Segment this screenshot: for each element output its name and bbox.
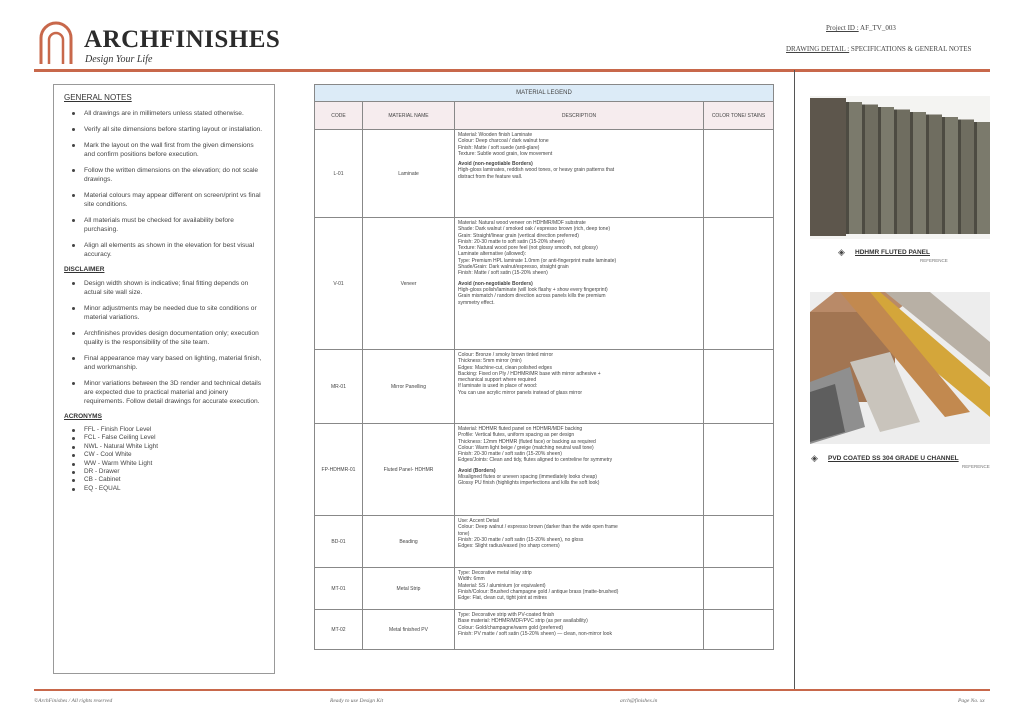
color-swatch-cell xyxy=(704,516,774,568)
description-line: Finish: 20-30 matte to soft satin (15-20% sheen) xyxy=(458,238,565,245)
description-line: Width: 6mm xyxy=(458,576,485,583)
brand-tagline: Design Your Life xyxy=(85,54,153,65)
description-line: Colour: Deep charcoal / dark walnut tone xyxy=(458,138,549,145)
color-swatch-cell xyxy=(704,424,774,516)
material-code-cell: MT-01 xyxy=(315,568,363,610)
brand-name: ARCHFINISHES xyxy=(84,26,281,53)
material-description-cell xyxy=(455,610,704,650)
material-description-cell xyxy=(455,424,704,516)
disclaimer-item: Minor adjustments may be needed due to site conditions or material variations. xyxy=(64,304,264,322)
description-line: Texture: Subtle wood grain, low movement xyxy=(458,150,553,157)
material-name-cell: Veneer xyxy=(363,218,455,350)
fluted-panel-image xyxy=(810,96,990,239)
material-code-cell: MT-02 xyxy=(315,610,363,650)
column-divider xyxy=(794,70,795,690)
table-row xyxy=(315,516,774,568)
description-line: Material: HDHMR fluted panel on HDHMR/MDF backing xyxy=(458,426,583,432)
footer-copyright: ©ArchFinishes / All rights reserved xyxy=(34,698,113,704)
material-name-cell: Beading xyxy=(363,516,455,568)
acronym-item: DR - Drawer xyxy=(64,468,264,476)
acronym-item: EQ - EQUAL xyxy=(64,485,264,493)
column-header-material-name: MATERIAL NAME xyxy=(363,102,455,130)
color-swatch-cell xyxy=(704,610,774,650)
material-name-cell: Metal Strip xyxy=(363,568,455,610)
material-name-cell: Fluted Panel- HDHMR xyxy=(363,424,455,516)
acronym-item: NWL - Natural White Light xyxy=(64,443,264,451)
avoid-line: Grain mismatch / random direction across panels kills the premium xyxy=(458,293,606,300)
flute-groove xyxy=(942,117,945,234)
archfinishes-logo-icon xyxy=(38,20,74,64)
avoid-heading: Avoid (non-negotiable Borders) xyxy=(458,280,533,287)
description-line: Edge: Flat, clean cut, tight joint at mitres xyxy=(458,595,547,602)
table-row xyxy=(315,610,774,650)
general-notes-title: GENERAL NOTES xyxy=(64,93,132,102)
description-line: Thickness: 12mm HDHMR (fluted face) or backing as required xyxy=(458,438,596,445)
description-line: Texture: Natural wood pore feel (not glossy smooth, not glossy) xyxy=(458,245,598,252)
description-line: Finish: Matte / soft suede (anti-glare) xyxy=(458,144,540,151)
description-line: Colour: Gold/champagne/warm gold (preferred) xyxy=(458,624,564,631)
description-line: Material: Natural wood veneer on HDHMR/MDF substrate xyxy=(458,220,586,226)
avoid-line: symmetry effect. xyxy=(458,299,495,306)
fluted-panel-caption: HDHMR FLUTED PANEL xyxy=(855,249,930,256)
avoid-line: High-gloss laminates, reddish wood tones, or heavy grain patterns that xyxy=(458,167,615,174)
avoid-heading: Avoid (Borders) xyxy=(458,467,496,474)
description-line: Edges: Slight radius/eased (no sharp corners) xyxy=(458,543,560,550)
description-line: If laminate is used in place of wood: xyxy=(458,383,538,390)
drawing-detail xyxy=(786,44,976,54)
description-line: You can use acrylic mirror panels instead of glass mirror xyxy=(458,389,583,396)
u-channel-subcaption: REFERENCE xyxy=(962,464,990,469)
description-line: Colour: Warm light beige / greige (matching neutral wall tone) xyxy=(458,444,594,451)
description-line: Use: Accent Detail xyxy=(458,518,499,524)
material-name-cell: Mirror Panelling xyxy=(363,350,455,424)
flute-groove xyxy=(894,110,897,235)
color-swatch-cell xyxy=(704,568,774,610)
description-line: Backing: Fixed on Ply / HDHMR/MR base with mirror adhesive + xyxy=(458,370,601,377)
disclaimer-item: Minor variations between the 3D render and technical details are expected due to practical material and joinery requirements. Follow detail drawings for accurate execution. xyxy=(64,379,264,406)
drawing-detail-label: DRAWING DETAIL : xyxy=(786,45,850,53)
general-note-item: All materials must be checked for availability before purchasing. xyxy=(64,216,264,234)
description-line: Material: SS / aluminium (or equivalent) xyxy=(458,582,546,589)
description-line: Type: Premium HPL laminate 1.0mm (or anti-fingerprint matte laminate) xyxy=(458,257,617,264)
description-line: Finish: PV matte / soft satin (15-20% sheen) — clean, non-mirror look xyxy=(458,630,612,637)
material-description-cell xyxy=(455,568,704,610)
material-description-cell xyxy=(455,130,704,218)
project-id xyxy=(826,24,896,32)
material-legend-title: MATERIAL LEGEND xyxy=(315,85,774,102)
acronym-item: FCL - False Ceiling Level xyxy=(64,434,264,442)
flute-groove xyxy=(958,120,961,235)
material-name-cell: Metal finished PV xyxy=(363,610,455,650)
description-line: Grain: Straight/linear grain (vertical direction preferred) xyxy=(458,232,579,239)
diamond-marker-icon: ◈ xyxy=(838,247,845,257)
table-row xyxy=(315,130,774,218)
flute-groove xyxy=(878,107,881,234)
flute-groove xyxy=(926,115,929,235)
footer-kit-label: Ready to use Design Kit xyxy=(330,698,384,704)
material-description-cell xyxy=(455,516,704,568)
material-code-cell: FP-HDHMR-01 xyxy=(315,424,363,516)
disclaimer-item: Final appearance may vary based on lighting, material finish, and workmanship. xyxy=(64,354,264,372)
description-line: Profile: Vertical flutes, uniform spacing as per design xyxy=(458,432,575,439)
column-header-description: DESCRIPTION xyxy=(455,102,704,130)
general-note-item: Mark the layout on the wall first from the given dimensions and confirm positions before execution. xyxy=(64,141,264,159)
description-line: Shade: Dark walnut / smoked oak / espresso brown (rich, deep tone) xyxy=(458,226,611,233)
material-code-cell: V-01 xyxy=(315,218,363,350)
u-channel-image xyxy=(810,292,990,444)
description-line: Base material: HDHMR/MDF/PVC strip (as per availability) xyxy=(458,618,588,625)
acronym-item: WW - Warm White Light xyxy=(64,460,264,468)
description-line: Laminate alternative (allowed): xyxy=(458,251,527,258)
color-swatch-cell xyxy=(704,130,774,218)
description-line: Colour: Deep walnut / espresso brown (darker than the wide open frame xyxy=(458,524,618,531)
material-description-cell xyxy=(455,218,704,350)
diamond-marker-icon: ◈ xyxy=(811,453,818,463)
description-line: Type: Decorative metal inlay strip xyxy=(458,570,532,576)
general-note-item: Align all elements as shown in the elevation for best visual accuracy. xyxy=(64,241,264,259)
table-row xyxy=(315,568,774,610)
table-row xyxy=(315,218,774,350)
general-notes-list xyxy=(64,109,264,259)
acronyms-title: ACRONYMS xyxy=(64,413,102,420)
avoid-line: distract from the feature wall. xyxy=(458,173,523,180)
description-line: Colour: Bronze / smoky brown tinted mirror xyxy=(458,352,554,358)
material-legend xyxy=(314,84,773,649)
general-note-item: Follow the written dimensions on the elevation; do not scale drawings. xyxy=(64,166,264,184)
avoid-line: High-gloss polish/laminate (will look flashy + show every fingerprint) xyxy=(458,286,608,293)
description-line: Finish/Colour: Brushed champagne gold / antique brass (matte-brushed) xyxy=(458,588,619,595)
flute-groove xyxy=(862,105,865,235)
footer-divider xyxy=(34,689,990,691)
disclaimer-title: DISCLAIMER xyxy=(64,266,105,273)
material-legend-table xyxy=(314,84,774,650)
general-note-item: Material colours may appear different on screen/print vs final site conditions. xyxy=(64,191,264,209)
flute-groove xyxy=(974,122,977,234)
material-legend-body xyxy=(315,130,774,650)
avoid-line: Glossy PU finish (highlights imperfections and kills the soft look) xyxy=(458,480,600,487)
description-line: Finish: 20-30 matte / soft satin (15-20% sheen), no gloss xyxy=(458,536,584,543)
general-note-item: All drawings are in millimeters unless stated otherwise. xyxy=(64,109,264,118)
avoid-line: Misaligned flutes or uneven spacing (immediately looks cheap) xyxy=(458,474,597,481)
project-id-value: AF_TV_003 xyxy=(860,24,896,32)
material-code-cell: BD-01 xyxy=(315,516,363,568)
header-divider xyxy=(34,69,990,72)
material-name-cell: Laminate xyxy=(363,130,455,218)
table-row xyxy=(315,350,774,424)
disclaimer-item: Design width shown is indicative; final fitting depends on actual site wall size. xyxy=(64,279,264,297)
description-line: Edges: Machine-cut, clean polished edges xyxy=(458,364,552,371)
table-row xyxy=(315,424,774,516)
disclaimer-list xyxy=(64,279,264,406)
color-swatch-cell xyxy=(704,350,774,424)
description-line: Finish: 20-30 matte / soft satin (15-20% sheen) xyxy=(458,451,562,458)
acronym-item: FFL - Finish Floor Level xyxy=(64,426,264,434)
flute-groove xyxy=(910,112,913,234)
material-code-cell: MR-01 xyxy=(315,350,363,424)
acronyms-list xyxy=(64,426,264,493)
disclaimer-item: Archfinishes provides design documentation only; execution quality is the responsibility of the site team. xyxy=(64,329,264,347)
description-line: Shade/Grain: Dark walnut/espresso, straight grain xyxy=(458,264,569,271)
column-header-color-tone: COLOR TONE/ STAINS xyxy=(704,102,774,130)
drawing-detail-value: SPECIFICATIONS & GENERAL NOTES xyxy=(850,45,972,53)
fluted-panel-subcaption: REFERENCE xyxy=(920,258,948,263)
color-swatch-cell xyxy=(704,218,774,350)
u-channel-caption: PVD COATED SS 304 GRADE U CHANNEL xyxy=(828,455,959,462)
material-code-cell: L-01 xyxy=(315,130,363,218)
flute-groove xyxy=(846,102,849,234)
description-line: Thickness: 5mm mirror (min) xyxy=(458,358,522,365)
description-line: Finish: Matte / soft satin (15-20% sheen) xyxy=(458,270,548,277)
description-line: tone) xyxy=(458,530,470,537)
general-notes-panel xyxy=(53,84,275,674)
general-note-item: Verify all site dimensions before starting layout or installation. xyxy=(64,125,264,134)
description-line: Type: Decorative strip with PV-coated finish xyxy=(458,612,555,618)
acronym-item: CW - Cool White xyxy=(64,451,264,459)
material-description-cell xyxy=(455,350,704,424)
acronym-item: CB - Cabinet xyxy=(64,476,264,484)
footer-page-number: Page No. xx xyxy=(958,698,985,704)
project-id-label: Project ID : xyxy=(826,24,859,32)
footer-email: arch@finishes.in xyxy=(620,698,658,704)
avoid-heading: Avoid (non-negotiable Borders) xyxy=(458,161,533,168)
description-line: Material: Wooden finish Laminate xyxy=(458,132,533,138)
description-line: Edges/Joints: Clean and tidy, flutes aligned to centreline for symmetry xyxy=(458,457,613,464)
column-header-code: CODE xyxy=(315,102,363,130)
description-line: mechanical support where required xyxy=(458,377,537,384)
